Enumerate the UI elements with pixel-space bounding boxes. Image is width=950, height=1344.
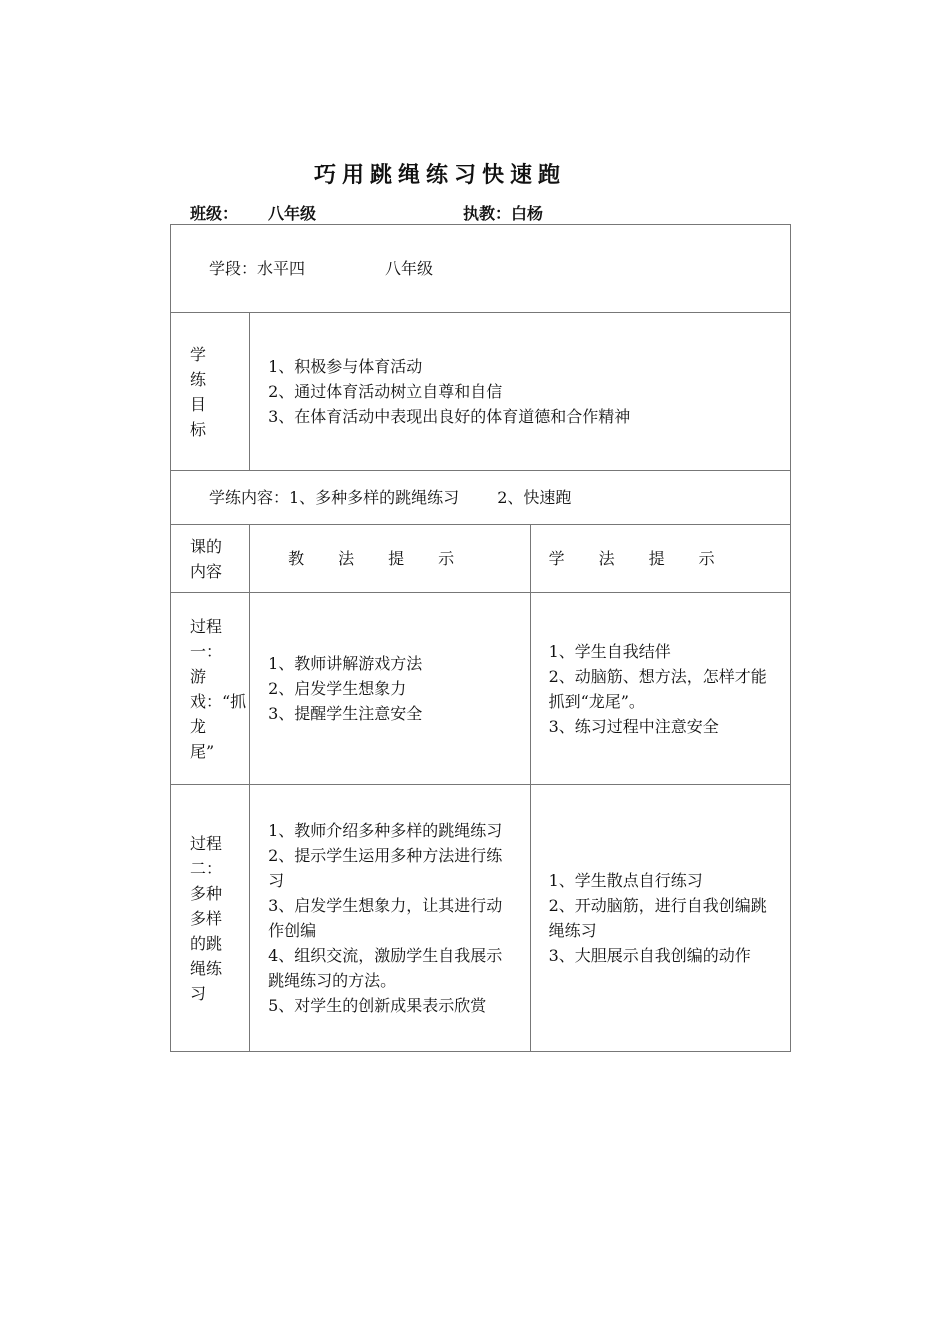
teaching-item: 3、提醒学生注意安全 — [268, 704, 423, 723]
learning-header-char: 提 — [648, 549, 665, 568]
process2-learning-cell — [530, 785, 790, 1052]
stage-label: 学段：水平四 — [209, 259, 306, 278]
teaching-item: 1、教师讲解游戏方法 — [268, 654, 423, 673]
teaching-header-char: 教 — [288, 549, 305, 568]
stage-grade: 八年级 — [385, 259, 434, 278]
goal-item: 2、通过体育活动树立自尊和自信 — [268, 382, 503, 401]
process1-label: 过程一：游戏：“抓龙尾” — [190, 616, 247, 761]
header-row — [171, 525, 791, 593]
lesson-content-header — [171, 525, 250, 593]
process2-teaching-cell — [250, 785, 530, 1052]
learning-item: 3、大胆展示自我创编的动作 — [548, 946, 751, 965]
goals-label-cell — [171, 313, 250, 471]
learning-header-char: 学 — [548, 549, 565, 568]
learning-header-char: 示 — [698, 549, 715, 568]
document-title: 巧用跳绳练习快速跑 — [313, 163, 566, 188]
teaching-header-char: 示 — [438, 549, 455, 568]
process1-label-cell — [171, 593, 250, 785]
process1-teaching-cell — [250, 593, 530, 785]
teaching-header-char: 法 — [338, 549, 355, 568]
teaching-item: 5、对学生的创新成果表示欣赏 — [268, 996, 487, 1015]
learning-header-char: 法 — [598, 549, 615, 568]
goals-label: 学练目标 — [190, 344, 207, 439]
learning-tips-header — [530, 525, 790, 593]
content-label: 学练内容：1、多种多样的跳绳练习 — [209, 488, 460, 507]
process1-learning-cell — [530, 593, 790, 785]
content-second: 2、快速跑 — [497, 488, 572, 507]
goals-cell — [250, 313, 791, 471]
process1-row — [171, 593, 791, 785]
learning-item: 2、动脑筋、想方法，怎样才能抓到“龙尾”。 — [548, 666, 767, 711]
teaching-header-char: 提 — [388, 549, 405, 568]
teaching-item: 3、启发学生想象力，让其进行动作创编 — [268, 896, 503, 940]
teaching-item: 2、提示学生运用多种方法进行练习 — [268, 846, 503, 890]
learning-item: 1、学生自我结伴 — [548, 641, 671, 661]
content-cell — [171, 471, 791, 525]
learning-item: 3、练习过程中注意安全 — [548, 716, 719, 736]
goal-item: 3、在体育活动中表现出良好的体育道德和合作精神 — [268, 407, 631, 426]
process2-label: 过程二：多种多样的跳绳练习 — [190, 833, 223, 1003]
teaching-item: 2、启发学生想象力 — [268, 679, 407, 698]
class-label: 班级： — [190, 204, 239, 223]
goal-item: 1、积极参与体育活动 — [268, 357, 423, 376]
learning-item: 1、学生散点自行练习 — [548, 871, 703, 890]
stage-cell — [171, 225, 791, 313]
goals-row — [171, 313, 791, 471]
teaching-tips-header — [250, 525, 530, 593]
teaching-item: 4、组织交流，激励学生自我展示跳绳练习的方法。 — [268, 946, 503, 990]
teacher-info: 执教：白杨 — [463, 204, 544, 223]
lesson-plan-table — [170, 224, 791, 1052]
content-row — [171, 471, 791, 525]
class-value: 八年级 — [268, 204, 317, 223]
learning-item: 2、开动脑筋，进行自我创编跳绳练习 — [548, 896, 767, 940]
process2-row — [171, 785, 791, 1052]
process2-label-cell — [171, 785, 250, 1052]
stage-row — [171, 225, 791, 313]
lesson-content-label: 课的内容 — [190, 536, 223, 581]
teaching-item: 1、教师介绍多种多样的跳绳练习 — [268, 821, 503, 840]
